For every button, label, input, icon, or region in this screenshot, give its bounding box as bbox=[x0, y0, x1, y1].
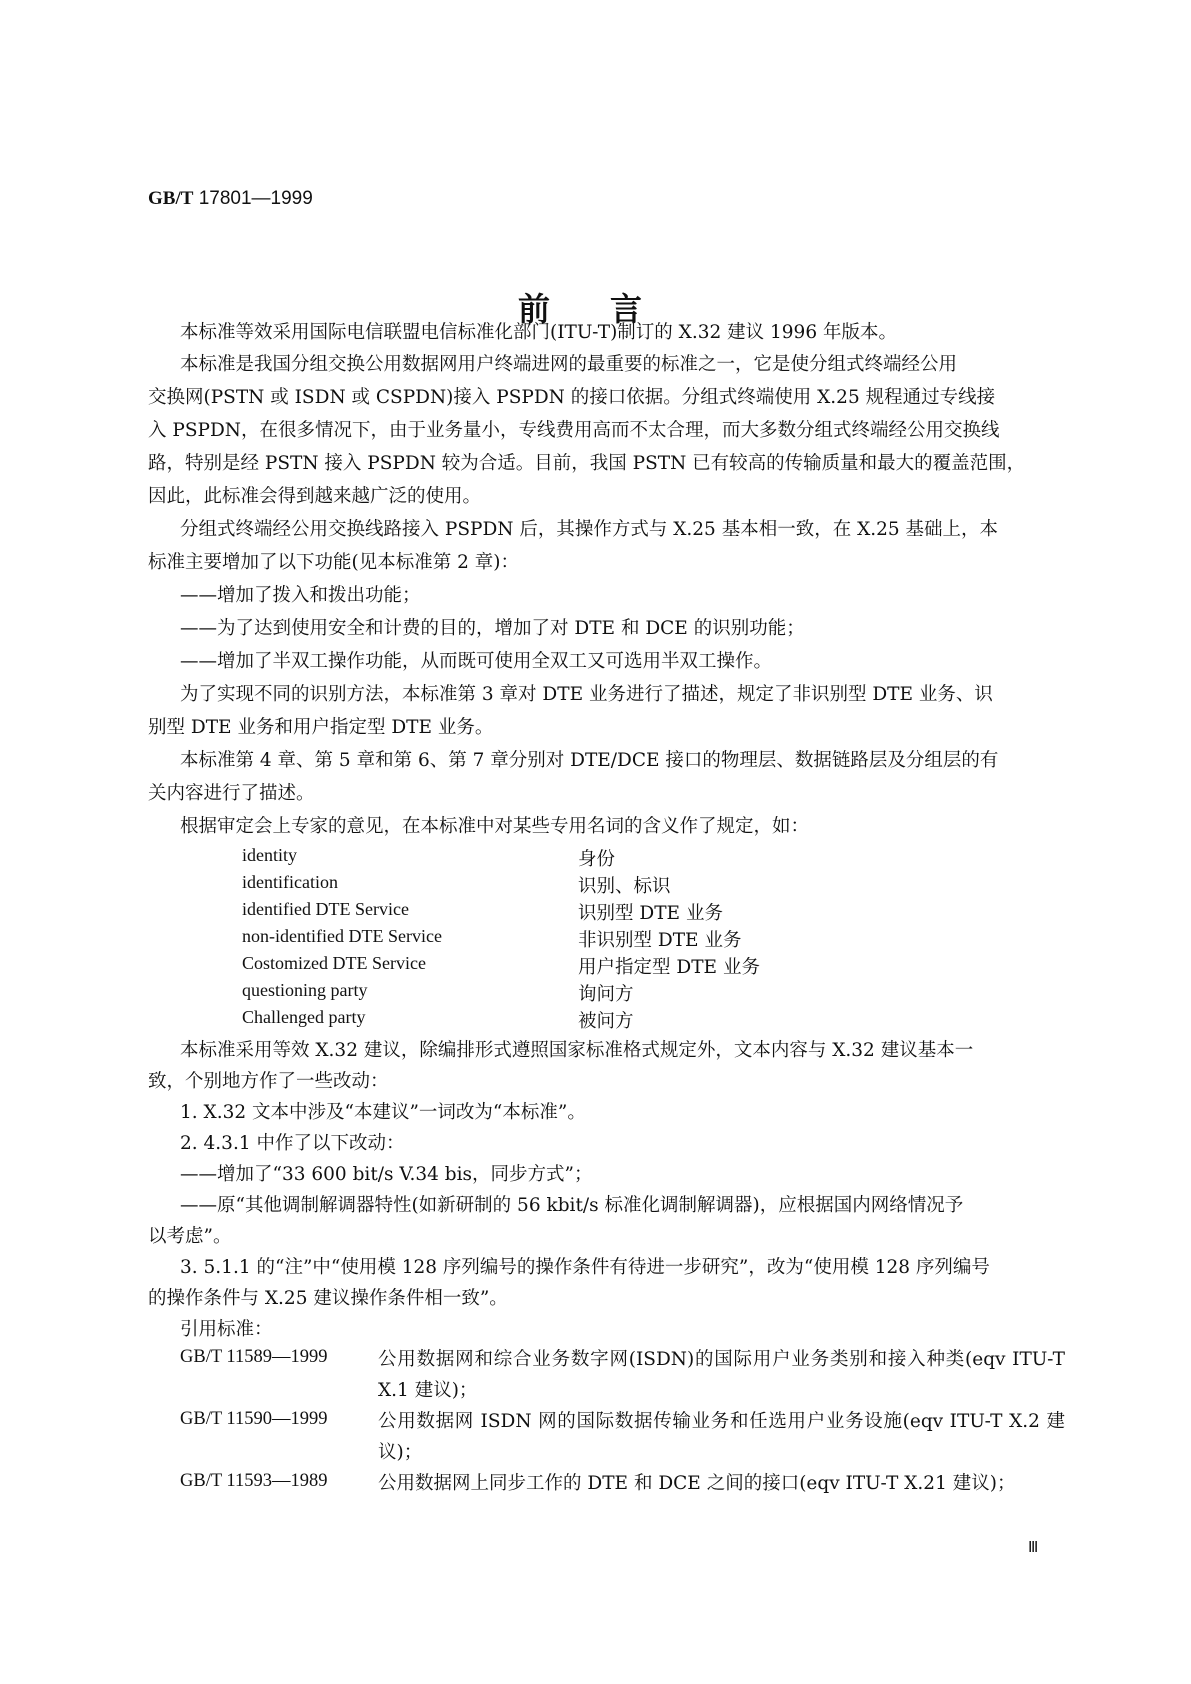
change-2a: ——增加了“33 600 bit/s V.34 bis，同步方式”； bbox=[180, 1164, 593, 1185]
term-en-1: identity bbox=[242, 845, 297, 865]
change-2b-line-2: 以考虑”。 bbox=[148, 1226, 232, 1247]
term-en-2: identification bbox=[242, 872, 338, 892]
dash-item-2: ——为了达到使用安全和计费的目的，增加了对 DTE 和 DCE 的识别功能； bbox=[180, 618, 805, 639]
term-zh-5: 用户指定型 DTE 业务 bbox=[578, 957, 760, 978]
reference-code-3: GB/T 11593—1989 bbox=[180, 1471, 328, 1491]
paragraph-3-line-2: 标准主要增加了以下功能(见本标准第 2 章)： bbox=[148, 552, 519, 573]
term-zh-1: 身份 bbox=[578, 849, 616, 870]
term-en-3: identified DTE Service bbox=[242, 899, 409, 919]
term-en-5: Costomized DTE Service bbox=[242, 953, 426, 973]
paragraph-5-line-2: 关内容进行了描述。 bbox=[148, 783, 315, 804]
reference-text-2: 公用数据网 ISDN 网的国际数据传输业务和任选用户业务设施(eqv ITU-T X.2 建议)； bbox=[378, 1411, 1065, 1463]
paragraph-3-line-1: 分组式终端经公用交换线路接入 PSPDN 后，其操作方式与 X.25 基本相一致，在 X.25 基础上，本 bbox=[180, 519, 999, 540]
standard-number bbox=[148, 188, 313, 210]
paragraph-2-line-2: 交换网(PSTN 或 ISDN 或 CSPDN)接入 PSPDN 的接口依据。分组式终端使用 X.25 规程通过专线接 bbox=[148, 387, 996, 408]
paragraph-5-line-1: 本标准第 4 章、第 5 章和第 6、第 7 章分别对 DTE/DCE 接口的物理层、数据链路层及分组层的有 bbox=[180, 750, 999, 771]
paragraph-1: 本标准等效采用国际电信联盟电信标准化部门(ITU-T)制订的 X.32 建议 1996 年版本。 bbox=[180, 322, 897, 343]
paragraph-2-line-1: 本标准是我国分组交换公用数据网用户终端进网的最重要的标准之一，它是使分组式终端经公用 bbox=[180, 354, 958, 375]
term-en-7: Challenged party bbox=[242, 1007, 366, 1027]
term-en-4: non-identified DTE Service bbox=[242, 926, 442, 946]
change-3-line-2: 的操作条件与 X.25 建议操作条件相一致”。 bbox=[148, 1288, 508, 1309]
change-1: 1. X.32 文本中涉及“本建议”一词改为“本标准”。 bbox=[180, 1102, 586, 1123]
changes-intro-line-2: 致，个别地方作了一些改动： bbox=[148, 1071, 389, 1092]
change-2b-line-1: ——原“其他调制解调器特性(如新研制的 56 kbit/s 标准化调制解调器)，应根据国内网络情况予 bbox=[180, 1195, 964, 1216]
changes-intro-line-1: 本标准采用等效 X.32 建议，除编排形式遵照国家标准格式规定外，文本内容与 X.32 建议基本一 bbox=[180, 1040, 974, 1061]
dash-item-3: ——增加了半双工操作功能，从而既可使用全双工又可选用半双工操作。 bbox=[180, 651, 773, 672]
change-2: 2. 4.3.1 中作了以下改动： bbox=[180, 1133, 405, 1154]
term-zh-3: 识别型 DTE 业务 bbox=[578, 903, 723, 924]
term-en-6: questioning party bbox=[242, 980, 368, 1000]
references-heading: 引用标准： bbox=[180, 1319, 273, 1340]
paragraph-6: 根据审定会上专家的意见，在本标准中对某些专用名词的含义作了规定，如： bbox=[180, 816, 810, 837]
reference-text-3: 公用数据网上同步工作的 DTE 和 DCE 之间的接口(eqv ITU-T X.21 建议)； bbox=[378, 1473, 1016, 1494]
paragraph-4-line-1: 为了实现不同的识别方法，本标准第 3 章对 DTE 业务进行了描述，规定了非识别型 DTE 业务、识 bbox=[180, 684, 993, 705]
paragraph-2-line-4: 路，特别是经 PSTN 接入 PSPDN 较为合适。目前，我国 PSTN 已有较高的传输质量和最大的覆盖范围， bbox=[148, 453, 1026, 474]
page-number: Ⅲ bbox=[1028, 1540, 1039, 1556]
standard-code: 17801—1999 bbox=[198, 188, 313, 209]
reference-text-1: 公用数据网和综合业务数字网(ISDN)的国际用户业务类别和接入种类(eqv ITU-T X.1 建议)； bbox=[378, 1349, 1065, 1401]
paragraph-2-line-5: 因此，此标准会得到越来越广泛的使用。 bbox=[148, 486, 482, 507]
term-zh-4: 非识别型 DTE 业务 bbox=[578, 930, 742, 951]
paragraph-2-line-3: 入 PSPDN，在很多情况下，由于业务量小，专线费用高而不太合理，而大多数分组式终端经公用交换线 bbox=[148, 420, 1000, 441]
page-title: 前言 bbox=[518, 290, 703, 328]
term-zh-2: 识别、标识 bbox=[578, 876, 671, 897]
dash-item-1: ——增加了拨入和拨出功能； bbox=[180, 585, 421, 606]
term-zh-6: 询问方 bbox=[578, 984, 634, 1005]
reference-code-1: GB/T 11589—1999 bbox=[180, 1347, 328, 1367]
change-3-line-1: 3. 5.1.1 的“注”中“使用模 128 序列编号的操作条件有待进一步研究”，改为“使用模 128 序列编号 bbox=[180, 1257, 990, 1278]
standard-prefix: GB/T bbox=[148, 188, 194, 209]
reference-code-2: GB/T 11590—1999 bbox=[180, 1409, 328, 1429]
paragraph-4-line-2: 别型 DTE 业务和用户指定型 DTE 业务。 bbox=[148, 717, 494, 738]
term-zh-7: 被问方 bbox=[578, 1011, 634, 1032]
